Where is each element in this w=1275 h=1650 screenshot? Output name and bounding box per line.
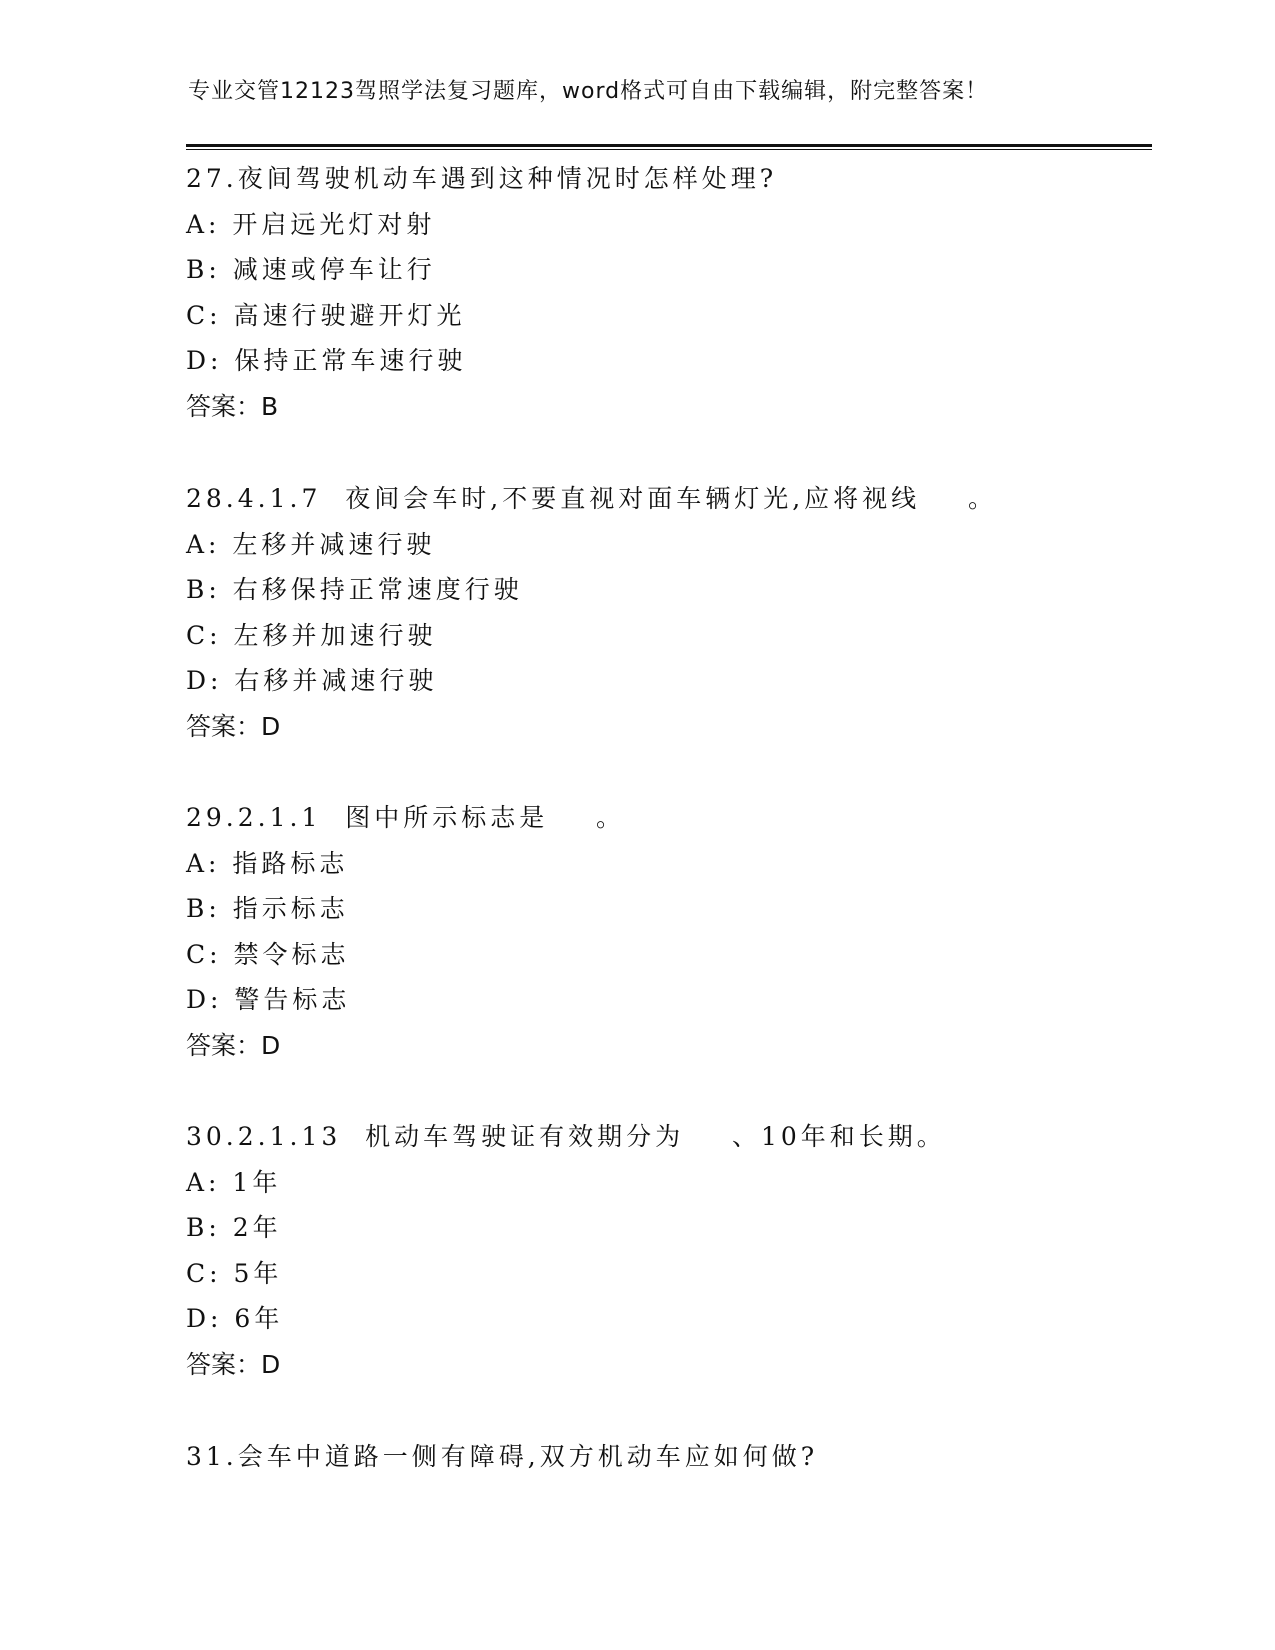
question-stem: 31.会车中道路一侧有障碍,双方机动车应如何做?	[186, 1442, 819, 1471]
question-30	[186, 1114, 1146, 1387]
option-c: C: 左移并加速行驶	[186, 620, 437, 650]
option-b: B: 减速或停车让行	[186, 255, 436, 284]
header-divider-thin	[186, 149, 1152, 150]
option-a: A: 左移并减速行驶	[186, 529, 436, 559]
option-d: D: 右移并减速行驶	[186, 666, 438, 695]
question-stem: 29.2.1.1 图中所示标志是 。	[186, 803, 626, 832]
option-c: C: 禁令标志	[186, 939, 350, 969]
question-stem: 27.夜间驾驶机动车遇到这种情况时怎样处理?	[186, 164, 778, 193]
question-stem: 30.2.1.13 机动车驾驶证有效期分为 、10年和长期。	[186, 1122, 946, 1151]
option-b: B: 指示标志	[186, 894, 349, 923]
answer: 答案：B	[186, 391, 279, 421]
option-a: A: 开启远光灯对射	[186, 209, 436, 239]
question-27	[186, 156, 1146, 429]
question-stem: 28.4.1.7 夜间会车时,不要直视对面车辆灯光,应将视线 。	[186, 484, 997, 513]
page-header: 专业交管12123驾照学法复习题库，word格式可自由下载编辑，附完整答案！	[188, 79, 989, 104]
option-d: D: 6年	[186, 1304, 284, 1333]
option-d: D: 保持正常车速行驶	[186, 346, 467, 375]
option-b: B: 右移保持正常速度行驶	[186, 575, 523, 604]
header-divider	[186, 144, 1152, 147]
answer: 答案：D	[186, 1030, 281, 1060]
question-29	[186, 795, 1146, 1068]
option-c: C: 5年	[186, 1258, 283, 1288]
question-28	[186, 476, 1146, 749]
answer: 答案：D	[186, 1349, 281, 1379]
option-a: A: 1年	[186, 1167, 282, 1197]
option-b: B: 2年	[186, 1213, 282, 1242]
option-a: A: 指路标志	[186, 848, 349, 878]
answer: 答案：D	[186, 711, 281, 741]
option-d: D: 警告标志	[186, 985, 351, 1014]
question-31	[186, 1434, 1146, 1480]
option-c: C: 高速行驶避开灯光	[186, 300, 466, 330]
